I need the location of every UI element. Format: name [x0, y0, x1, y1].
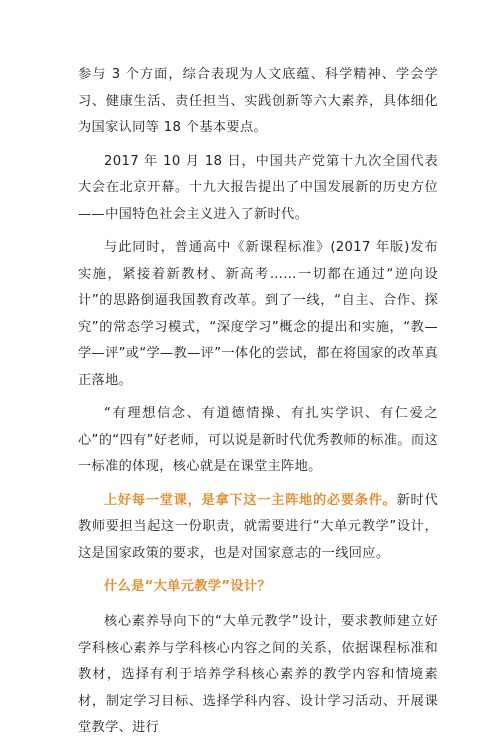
paragraph-core-competencies: 参与 3 个方面，综合表现为人文底蕴、科学精神、学会学习、健康生活、责任担当、实践创新等六大素养，具体细化为国家认同等 18 个基本要点。: [78, 67, 438, 135]
paragraph-nineteenth-congress: 2017 年 10 月 18 日，中国共产党第十九次全国代表大会在北京开幕。十九大报告提出了中国发展新的历史方位——中国特色社会主义进入了新时代。: [78, 153, 438, 222]
paragraph-teaching-duty: [78, 488, 438, 568]
paragraph-body: 新时代教师要担当起这一份职责，就需要进行“大单元教学”设计，这是国家政策的要求，也是对国家意志的一线回应。: [78, 492, 438, 561]
highlighted-sentence: 上好每一堂课，是拿下这一主阵地的必要条件。: [104, 492, 397, 508]
paragraph-new-curriculum: 与此同时，普通高中《新课程标准》(2017 年版)发布实施，紧接着新教材、新高考……一切都在通过“逆向设计”的思路倒逼我国教育改革。到了一线，“自主、合作、探究”的常态学习模式，“深度学习”概念的提出和实施，“教—学—评”或“学—教—评”一体化的尝试，都在将国家的改革真正落地。: [78, 240, 438, 388]
paragraph-unit-design: 核心素养导向下的“大单元教学”设计，要求教师建立好学科核心素养与学科核心内容之间的关系，依据课程标准和教材，选择有利于培养学科核心素养的教学内容和情境素材，制定学习目标、选择学科内容、设计学习活动、开展课堂教学、进行: [78, 614, 438, 735]
section-heading: 什么是“大单元教学”设计？: [104, 579, 271, 594]
paragraph-four-haves-teacher: “有理想信念、有道德情操、有扎实学识、有仁爱之心”的“四有”好老师，可以说是新时代优秀教师的标准。而这一标准的体现，核心就是在课堂主阵地。: [78, 406, 438, 474]
